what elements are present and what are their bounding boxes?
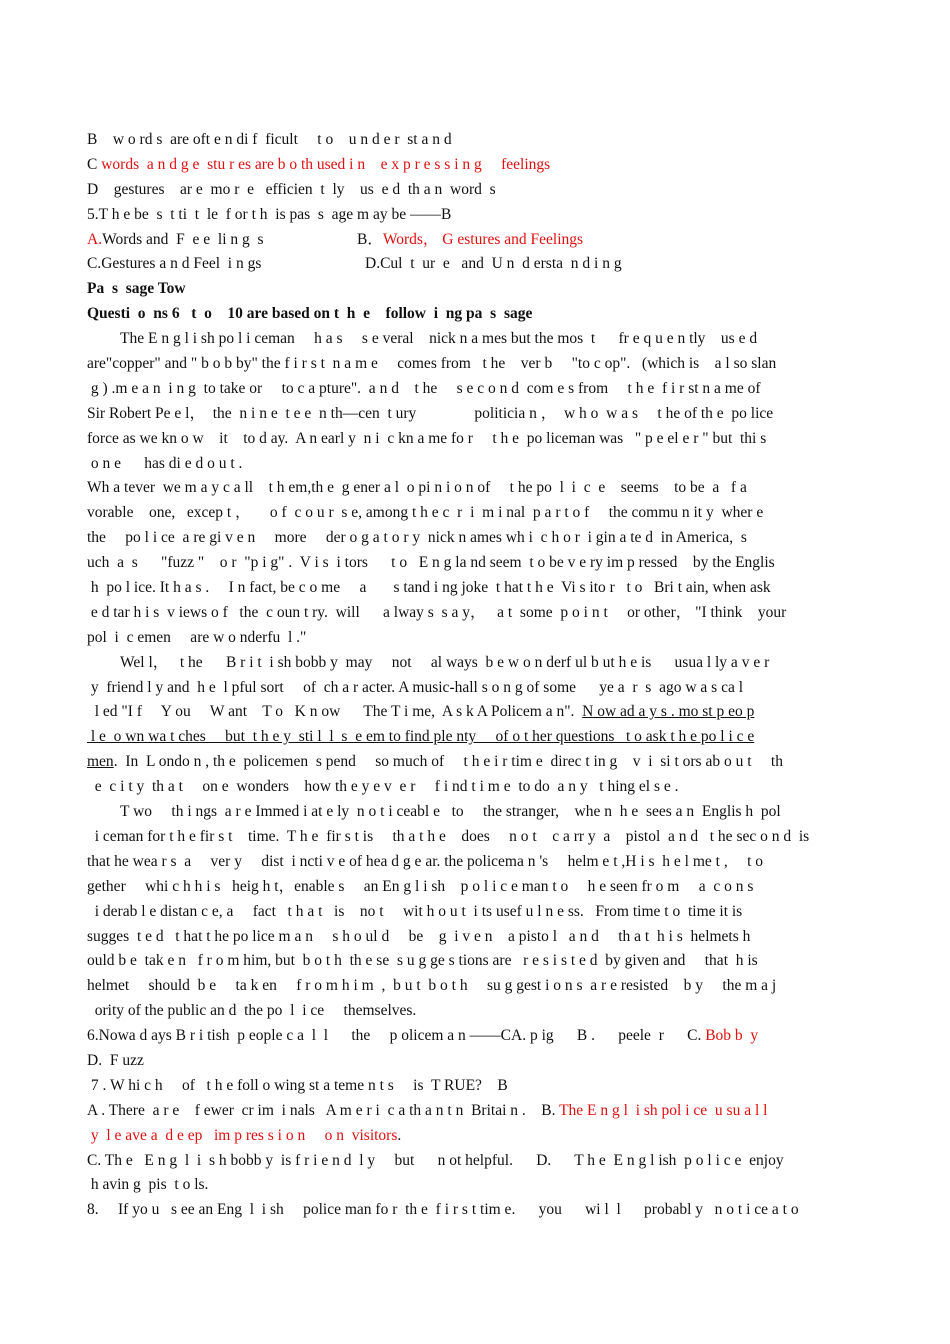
paragraph-line: i ceman for t h e fir s t time. T h e fir s t is th a t h e does n o t c a rr y a pistol a n d t he sec o n d is: [87, 827, 810, 845]
paragraph-line: force as we kn o w it to d ay. A n earl y n i c kn a me fo r t h e po liceman was " p e el e r " but thi s: [87, 429, 767, 447]
paragraph-text: . In L ondo n , th e policemen s pend so much of t h e i r tim e direc t in g v i si t ors ab o u t th: [113, 753, 783, 771]
q7-options-cd: C. Th e E n g l i s h bobb y is f r i e n d l y but n ot helpful. D. T h e E n g l ish p o l i c e enjoy: [87, 1151, 784, 1169]
paragraph-line: Sir Robert Pe e l， the n i n e t e e n th—cen t ury politicia n ， w h o w a s t he of th e po lice: [87, 404, 774, 422]
paragraph-line: are"copper" and " b o b by" the f i r s t n a m e comes from t he ver b "to c op". (which is a l so slan: [87, 355, 777, 373]
q6-options: A. p ig B . peele r C.: [511, 1027, 706, 1045]
q6-answer: Bob b y: [705, 1027, 759, 1045]
passage-heading: Pa s sage Tow: [87, 280, 186, 298]
document-page: [87, 128, 865, 1223]
paragraph-line: ould b e tak e n f r o m him, but b o t h th e se s u g ge s tions are r e s i s t e d by given and that h is: [87, 952, 758, 970]
q4-option-c-answer: words a n d g e stu r es are b o th used i n e x p r e s s i n g feelings: [101, 155, 551, 173]
paragraph-line: ority of the public an d the po l i ce themselves.: [87, 1002, 417, 1020]
paragraph-line: the po l i ce a re gi v e n more der o g a t o r y nick n ames wh i c h o r i gin a te d in America, s: [87, 529, 747, 547]
q6-option-d: D. F uzz: [87, 1051, 144, 1069]
q7-answer-line2: y l e ave a d e ep im p res s i o n o n visitors: [87, 1126, 398, 1144]
underlined-sentence: N ow ad a y s . mo st p eo p: [582, 703, 755, 721]
paragraph-line: uch a s "fuzz " o r "p i g" . V i s i tors t o E n g la nd seem t o be v e ry im p ressed by the Englis: [87, 554, 775, 572]
paragraph-line: e c i t y th a t on e wonders how th e y e v e r f i nd t i m e to do a n y t hing el s e .: [87, 778, 679, 796]
q5-stem: 5.T h e be s t ti t le f or t h is pas s age m ay be ——B: [87, 205, 452, 223]
q5-option-d: D.Cul t ur e and U n d ersta n d i n g: [365, 255, 622, 273]
q5-option-c: C.Gestures a n d Feel i n gs: [87, 255, 262, 273]
paragraph-line: g ) .m e a n i n g to take or to c a pture". a n d t he s e c o n d com e s from t h e f i r st n a me of: [87, 379, 761, 397]
underlined-sentence: l e o wn wa t ches but t h e y sti l l s e em to find ple nty of o t her questions t o ask t h e po l i c e: [87, 728, 755, 746]
q4-option-c-letter: C: [87, 155, 102, 173]
paragraph-3: [87, 651, 865, 800]
paragraph-line: T wo th i ngs a r e Immed i at e ly n o t i ceabl e to the stranger, whe n h e sees a n Englis h pol: [120, 803, 781, 821]
paragraph-line: vorable one, excep t ， o f c o u r s e, among t h e c r i m i nal p a r t o f the commu n it y wher e: [87, 504, 764, 522]
paragraph-text: l ed "I f Y ou W ant T o K n ow The T i me, A s k A Policem a n".: [87, 703, 583, 721]
paragraph-line: o n e has di e d o u t .: [87, 454, 243, 472]
paragraph-line: pol i c emen are w o nderfu l .": [87, 628, 307, 646]
paragraph-line: sugges t e d t hat t he po lice m a n s h o ul d be g i v e n a pisto l a n d th a t h i s helmets h: [87, 927, 751, 945]
q7-options-ab: [87, 1099, 865, 1124]
q4-option-b: B w o rd s are oft e n di f ficult t o u n d e r st a n d: [87, 131, 452, 148]
paragraph-line: i derab l e distan c e, a fact t h a t is no t wit h o u t i ts usef u l n e ss. From time t o time it is: [87, 902, 743, 920]
paragraph-line: helmet should b e ta k en f r o m h i m , b u t b o t h su g gest i o n s a r e resisted b y the m a j: [87, 977, 777, 995]
paragraph-line: [87, 750, 865, 775]
paragraph-line: gether whi c h h i s heig h t，enable s an En g l i sh p o l i c e man t o h e seen fr o m a c o n s: [87, 877, 754, 895]
underlined-sentence: men: [87, 753, 114, 771]
q7-option-d-cont: h avin g pis t o ls.: [87, 1176, 209, 1194]
paragraph-line: Wh a tever we m a y c a ll t h em,th e g ener a l o pi n i o n of t he po l i c e seems to be a f a: [87, 479, 747, 497]
paragraph-line: e d tar h i s v iews o f the c oun t ry. will a lway s s a y， a t some p o i n t or other， "I think your: [87, 603, 787, 621]
q6-stem-and-options: [87, 1024, 865, 1049]
q7-answer: The E n g l i sh pol i ce u su a l l: [559, 1101, 768, 1119]
q5-option-a-letter: A.: [87, 230, 103, 248]
q5-options-ab: [87, 228, 865, 253]
questions-heading: Questi o ns 6 t o 10 are based on t h e follow i ng pa s sage: [87, 305, 533, 323]
q6-stem: 6.Nowa d ays B r i tish p eople c a l l the p olicem a n ——C: [87, 1027, 512, 1045]
paragraph-4: [87, 800, 865, 1024]
q5-options-cd: [87, 252, 865, 277]
q4-option-d: D gestures ar e mo r e efficien t ly us e d th a n word s: [87, 180, 496, 198]
q5-option-b: [357, 228, 583, 253]
q4-option-c: [87, 153, 865, 178]
q5-option-b-letter: B．: [357, 230, 383, 248]
q7-stem: 7 . W hi c h of t h e foll o wing st a teme n t s is T RUE? B: [87, 1076, 508, 1094]
q7-option-a: A . There a r e f ewer cr im i nals A m e r i c a th a n t n Britai n . B.: [87, 1101, 560, 1119]
paragraph-line: h po l ice. It h a s . I n fact, be c o me a s tand i ng joke t hat t h e Vi s ito r t o Bri t ain, when ask: [87, 579, 771, 597]
paragraph-2: [87, 476, 865, 650]
paragraph-line: [87, 700, 865, 725]
q7-answer-period: .: [397, 1126, 402, 1144]
q8-stem: 8. If yo u s ee an Eng l i sh police man fo r th e f i r s t tim e. you wi l l probabl y n o t i ce a t o: [87, 1201, 799, 1219]
paragraph-1: [87, 327, 865, 476]
q5-option-b-answer: Words， G estures and Feelings: [382, 230, 584, 248]
paragraph-line: The E n g l i sh po l i ceman h a s s e veral nick n a mes but the mos t fr e q u e n tly us e d: [120, 330, 758, 348]
q7-answer-cont: [87, 1124, 865, 1149]
q5-option-a-text: Words and F e e li n g s: [102, 230, 264, 248]
paragraph-line: Wel l， t he B r i t i sh bobb y may not al ways b e w o n derf ul b ut h e is usua l ly a v e r: [120, 653, 770, 671]
paragraph-line: y friend l y and h e l pful sort of ch a r acter. A music-hall s o n g of some ye a r s ago w a s ca l: [87, 678, 744, 696]
paragraph-line: that he wea r s a ver y dist i ncti v e of hea d g e ar. the policema n 's helm e t ,H i s h e l me t , t o: [87, 852, 764, 870]
q5-option-a: [87, 228, 357, 253]
